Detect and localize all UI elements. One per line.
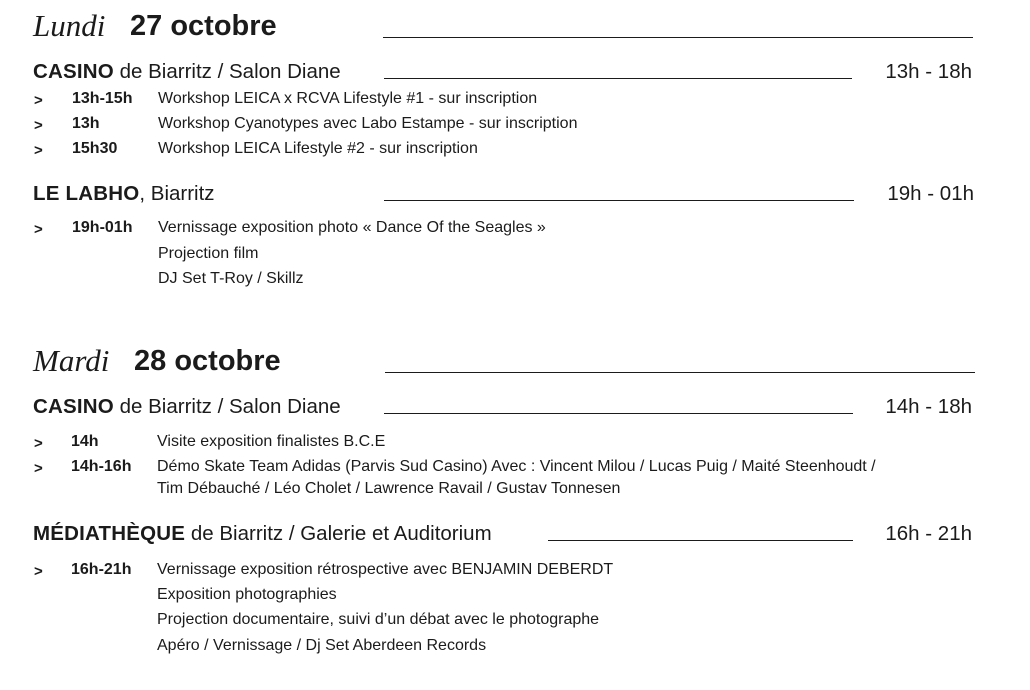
- venue-title: [33, 60, 341, 84]
- event-description: Visite exposition finalistes B.C.E: [157, 433, 386, 450]
- venue-name: CASINO: [33, 395, 114, 418]
- bullet-arrow-icon: >: [34, 92, 43, 109]
- event-description: Démo Skate Team Adidas (Parvis Sud Casino) Avec : Vincent Milou / Lucas Puig / Maité Steenhoudt /: [157, 458, 876, 475]
- venue-title: [33, 395, 341, 419]
- day-weekday: Lundi: [33, 8, 106, 43]
- day-date: 27 octobre: [130, 10, 277, 42]
- event-description: Apéro / Vernissage / Dj Set Aberdeen Records: [157, 637, 487, 654]
- bullet-arrow-icon: >: [34, 563, 43, 580]
- venue-location: de Biarritz / Galerie et Auditorium: [185, 522, 492, 545]
- venue-location: de Biarritz / Salon Diane: [113, 60, 341, 83]
- venue-title: [33, 522, 492, 546]
- venue-location: de Biarritz / Salon Diane: [113, 395, 341, 418]
- event-time: 14h: [71, 433, 99, 450]
- event-time: 14h-16h: [71, 458, 132, 475]
- venue-location: , Biarritz: [139, 182, 215, 205]
- bullet-arrow-icon: >: [34, 221, 43, 238]
- bullet-arrow-icon: >: [34, 435, 43, 452]
- day-divider: [385, 372, 975, 373]
- venue-title: [33, 182, 215, 206]
- venue-name: MÉDIATHÈQUE: [33, 522, 186, 545]
- event-description: Projection film: [158, 245, 259, 262]
- event-time: 15h30: [72, 140, 118, 157]
- bullet-arrow-icon: >: [34, 142, 43, 159]
- event-description: Exposition photographies: [157, 586, 337, 603]
- bullet-arrow-icon: >: [34, 117, 43, 134]
- event-description: Projection documentaire, suivi d’un débat avec le photographe: [157, 611, 600, 628]
- venue-divider: [548, 540, 853, 541]
- event-time: 16h-21h: [71, 561, 132, 578]
- event-description: DJ Set T-Roy / Skillz: [158, 270, 304, 287]
- venue-divider: [384, 413, 853, 414]
- venue-hours: 14h - 18h: [885, 395, 972, 418]
- event-time: 13h-15h: [72, 90, 133, 107]
- venue-name: LE LABHO: [33, 182, 140, 205]
- event-description: Vernissage exposition photo « Dance Of the Seagles »: [158, 219, 546, 236]
- venue-divider: [384, 78, 852, 79]
- event-description: Workshop Cyanotypes avec Labo Estampe - sur inscription: [158, 115, 578, 132]
- bullet-arrow-icon: >: [34, 460, 43, 477]
- venue-hours: 19h - 01h: [887, 182, 974, 205]
- venue-name: CASINO: [33, 60, 114, 83]
- event-description: Workshop LEICA x RCVA Lifestyle #1 - sur inscription: [158, 90, 538, 107]
- venue-hours: 16h - 21h: [885, 522, 972, 545]
- day-weekday: Mardi: [33, 343, 110, 378]
- event-description: Workshop LEICA Lifestyle #2 - sur inscription: [158, 140, 478, 157]
- day-date: 28 octobre: [134, 345, 281, 377]
- event-time: 19h-01h: [72, 219, 133, 236]
- venue-hours: 13h - 18h: [885, 60, 972, 83]
- day-divider: [383, 37, 973, 38]
- event-description: Tim Débauché / Léo Cholet / Lawrence Ravail / Gustav Tonnesen: [157, 480, 621, 497]
- event-time: 13h: [72, 115, 100, 132]
- event-description: Vernissage exposition rétrospective avec BENJAMIN DEBERDT: [157, 561, 614, 578]
- venue-divider: [384, 200, 854, 201]
